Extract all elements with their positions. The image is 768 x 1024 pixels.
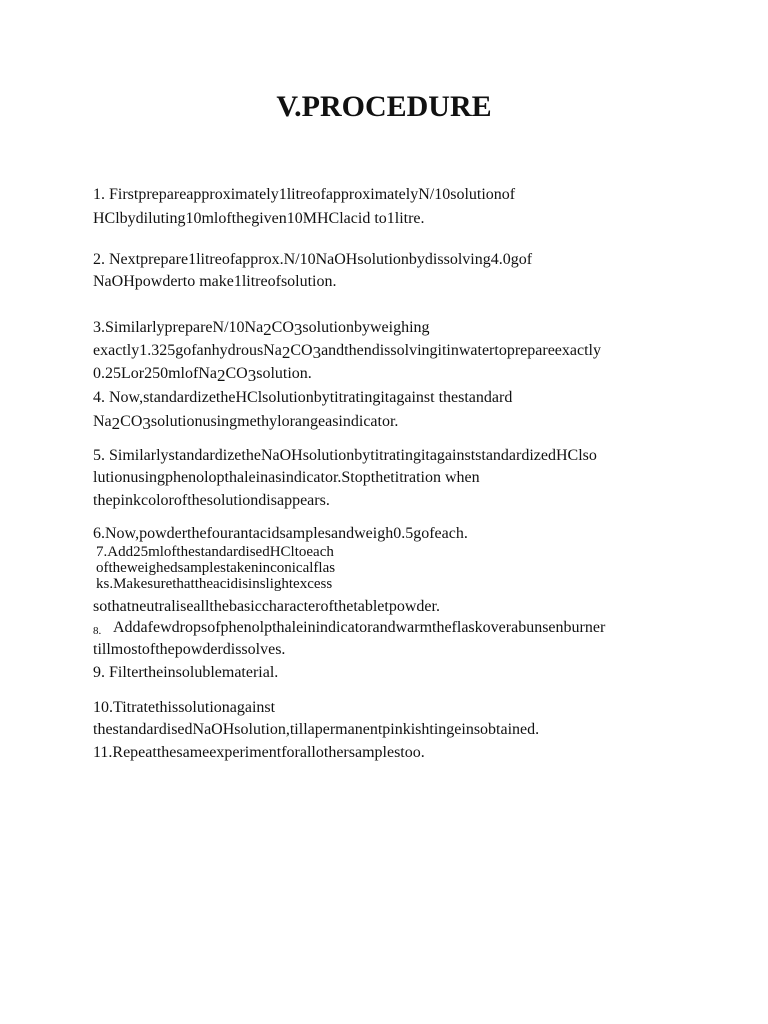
text: CO [120,413,143,430]
step-6-line: 6.Now,powderthefourantacidsamplesandweigh0.5gofeach. [93,525,468,542]
step-5-line-2: lutionusingphenolopthaleinasindicator.Stopthetitration when [93,469,480,486]
step-8-number: 8. [93,625,102,637]
subscript: 3 [312,343,322,362]
subscript: 2 [216,366,226,385]
step-7-line-2: oftheweighedsamplestakeninconicalflas [96,560,336,576]
text: CO [225,365,248,382]
step-7-line-4: sothatneutraliseallthebasiccharacterofthetabletpowder. [93,598,440,615]
text: solutionbyweighing [302,319,430,336]
step-2-line-1: 2. Nextprepare1litreofapprox.N/10NaOHsolutionbydissolving4.0gof [93,251,533,268]
step-5-line-3: thepinkcolorofthesolutiondisappears. [93,492,330,509]
step-9-line: 9. Filtertheinsolublematerial. [93,664,279,681]
step-7-line-1: 7.Add25mlofthestandardisedHCltoeach [96,544,334,560]
step-3-line-1 [93,317,430,338]
step-3-line-3 [93,363,312,384]
subscript: 3 [142,414,151,433]
step-4-line-1: 4. Now,standardizetheHClsolutionbytitratingitagainst thestandard [93,389,513,406]
step-5-line-1: 5. SimilarlystandardizetheNaOHsolutionbytitratingitagainststandardizedHClso [93,447,597,464]
step-7-line-3: ks.Makesurethattheacidisinslightexcess [96,576,333,592]
text: Na [93,413,112,430]
step-8-line-2: tillmostofthepowderdissolves. [93,641,286,658]
text: CO [290,342,313,359]
subscript: 2 [281,343,291,362]
text: 3.SimilarlyprepareN/10Na [93,319,264,336]
text: exactly1.325gofanhydrousNa [93,342,282,359]
step-1-line-2: HClbydiluting10mlofthegiven10MHClacid to1litre. [93,210,425,227]
text: solutionusingmethylorangeasindicator. [150,413,399,430]
step-10-line-1: 10.Titratethissolutionagainst [93,699,276,716]
text: 0.25Lor250mlofNa [93,365,217,382]
subscript: 3 [247,366,257,385]
step-11-line: 11.Repeatthesameexperimentforallothersamplestoo. [93,744,425,761]
step-2-line-2: NaOHpowderto make1litreofsolution. [93,273,337,290]
step-3-line-2 [93,340,601,361]
step-8-line-1: Addafewdropsofphenolpthaleinindicatorandwarmtheflaskoverabunsenburner [113,619,606,636]
step-10-line-2: thestandardisedNaOHsolution,tillapermanentpinkishtingeinsobtained. [93,721,540,738]
step-1-line-1: 1. Firstprepareapproximately1litreofapproximatelyN/10solutionof [93,186,516,203]
subscript: 2 [263,320,272,339]
page-title: V.PROCEDURE [276,90,492,123]
text: solution. [256,365,312,382]
subscript: 3 [293,320,303,339]
subscript: 2 [111,414,121,433]
text: andthendissolvingitinwatertoprepareexactly [321,342,601,359]
text: CO [271,319,294,336]
step-4-line-2 [93,411,398,432]
